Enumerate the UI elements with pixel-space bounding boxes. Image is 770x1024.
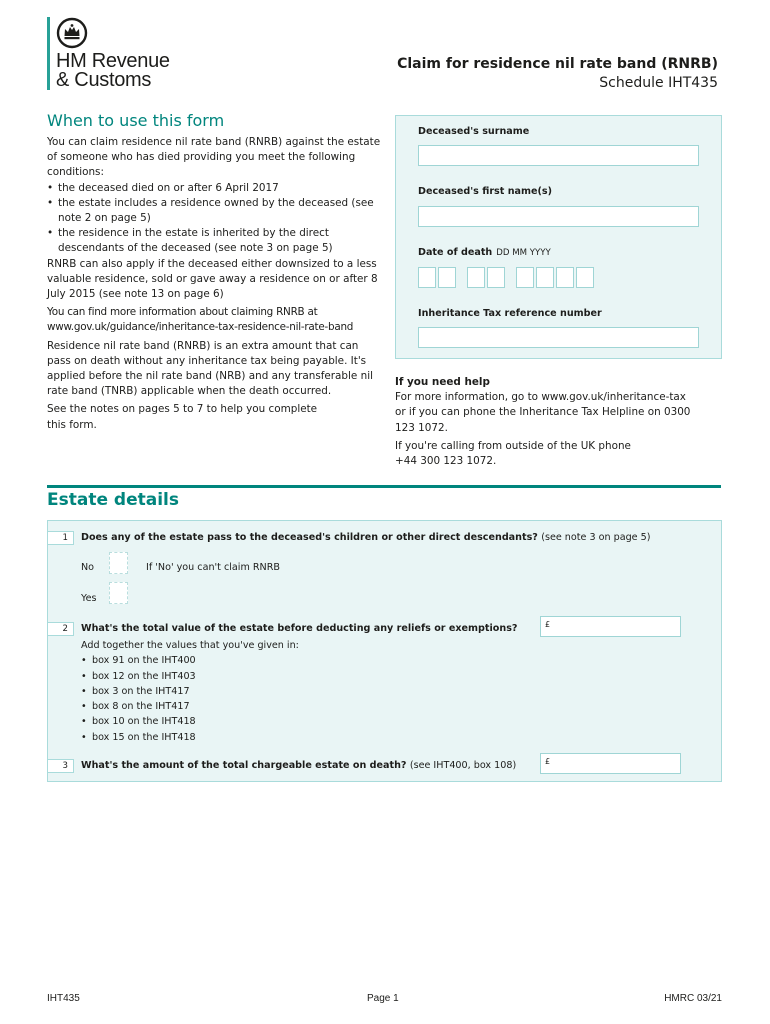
when-to-use-heading: When to use this form bbox=[47, 111, 225, 130]
q1-no-checkbox[interactable] bbox=[109, 552, 128, 574]
question-number-3: 3 bbox=[48, 759, 74, 773]
question-number-1: 1 bbox=[48, 531, 74, 545]
logo-line-2: & Customs bbox=[56, 69, 152, 91]
currency-symbol: £ bbox=[545, 620, 551, 629]
definition-text: Residence nil rate band (RNRB) is an extra amount that can pass on death without any inheritance tax being payable. It's applied before the nil rate band (NRB) and any transferable nil rate band (TNRB) applicable when the death occurred. bbox=[47, 339, 373, 398]
when-to-use-body bbox=[47, 135, 382, 436]
first-names-label: Deceased's first name(s) bbox=[418, 186, 552, 197]
box-reference-item: • box 91 on the IHT400 bbox=[81, 653, 299, 668]
question-number-2: 2 bbox=[48, 622, 74, 636]
form-title-block bbox=[397, 55, 718, 93]
question-2-text: What's the total value of the estate before deducting any reliefs or exemptions? bbox=[81, 623, 518, 634]
help-title: If you need help bbox=[395, 376, 490, 388]
footer-form-code: IHT435 bbox=[47, 993, 80, 1004]
box-reference-item: • box 8 on the IHT417 bbox=[81, 699, 299, 714]
box-reference-item: • box 12 on the IHT403 bbox=[81, 669, 299, 684]
currency-symbol: £ bbox=[545, 757, 551, 766]
surname-label: Deceased's surname bbox=[418, 126, 530, 137]
box-reference-item: • box 10 on the IHT418 bbox=[81, 714, 299, 729]
q1-no-label: No bbox=[81, 562, 95, 573]
more-info-text: You can find more information about claiming RNRB at www.gov.uk/guidance/inheritance-tax-residence-nil-rate-band bbox=[47, 306, 354, 334]
logo-accent-bar bbox=[47, 17, 50, 90]
condition-item: • the estate includes a residence owned by the deceased (see note 2 on page 5) bbox=[47, 196, 382, 226]
section-divider bbox=[47, 485, 721, 488]
hmrc-logo-text bbox=[56, 52, 170, 90]
royal-crest-icon bbox=[56, 17, 88, 49]
estate-details-panel bbox=[47, 520, 722, 782]
dod-month-digit-1[interactable] bbox=[467, 267, 485, 288]
q1-yes-checkbox[interactable] bbox=[109, 582, 128, 604]
question-2-box-list bbox=[81, 653, 299, 745]
chargeable-estate-input[interactable] bbox=[540, 753, 681, 774]
downsizing-text: RNRB can also apply if the deceased either downsized to a less valuable residence, sold or gave away a residence on or after 8 July 2015 (see note 13 on page 6) bbox=[47, 257, 378, 301]
dod-label-text: Date of death bbox=[418, 247, 493, 258]
q1-yes-label: Yes bbox=[81, 593, 97, 604]
box-reference-item: • box 3 on the IHT417 bbox=[81, 684, 299, 699]
iht-reference-label: Inheritance Tax reference number bbox=[418, 308, 602, 319]
intro-text: You can claim residence nil rate band (RNRB) against the estate of someone who has died providing you meet the following conditions: bbox=[47, 136, 381, 179]
footer-version: HMRC 03/21 bbox=[664, 993, 722, 1004]
question-2-guidance bbox=[81, 638, 299, 745]
question-1-label: Does any of the estate pass to the deceased's children or other direct descendants? bbox=[81, 532, 538, 543]
question-1-note: (see note 3 on page 5) bbox=[541, 532, 651, 543]
see-notes-text: See the notes on pages 5 to 7 to help you complete this form. bbox=[47, 403, 318, 431]
surname-input[interactable] bbox=[418, 145, 699, 166]
help-international-text: If you're calling from outside of the UK phone +44 300 123 1072. bbox=[395, 439, 631, 468]
conditions-list bbox=[47, 181, 382, 257]
footer-page-number: Page 1 bbox=[367, 993, 399, 1004]
question-3-text bbox=[81, 760, 516, 771]
dod-year-digit-4[interactable] bbox=[576, 267, 594, 288]
question-3-note: (see IHT400, box 108) bbox=[409, 760, 517, 771]
question-2-subtext: Add together the values that you've given in: bbox=[81, 640, 299, 651]
dod-year-digit-1[interactable] bbox=[516, 267, 534, 288]
form-title: Claim for residence nil rate band (RNRB) bbox=[397, 56, 718, 72]
dod-day-digit-1[interactable] bbox=[418, 267, 436, 288]
dod-day-digit-2[interactable] bbox=[438, 267, 456, 288]
help-section bbox=[395, 375, 730, 469]
iht-reference-input[interactable] bbox=[418, 327, 699, 348]
box-reference-item: • box 15 on the IHT418 bbox=[81, 730, 299, 745]
deceased-details-panel bbox=[395, 115, 722, 359]
q1-no-hint: If 'No' you can't claim RNRB bbox=[146, 562, 280, 573]
first-names-input[interactable] bbox=[418, 206, 699, 227]
dod-year-digit-2[interactable] bbox=[536, 267, 554, 288]
logo-line-1: HM Revenue bbox=[56, 50, 170, 72]
dod-month-digit-2[interactable] bbox=[487, 267, 505, 288]
form-subtitle: Schedule IHT435 bbox=[599, 75, 718, 91]
dod-format-hint: DD MM YYYY bbox=[496, 248, 551, 258]
question-3-label: What's the amount of the total chargeable estate on death? bbox=[81, 760, 407, 771]
help-text: For more information, go to www.gov.uk/inheritance-tax or if you can phone the Inheritance Tax Helpline on 0300 123 1072. bbox=[395, 391, 691, 434]
total-estate-value-input[interactable] bbox=[540, 616, 681, 637]
condition-item: • the deceased died on or after 6 April 2017 bbox=[47, 181, 382, 196]
question-1-text bbox=[81, 532, 650, 543]
condition-item: • the residence in the estate is inherited by the direct descendants of the deceased (see note 3 on page 5) bbox=[47, 226, 382, 256]
dod-year-digit-3[interactable] bbox=[556, 267, 574, 288]
estate-details-heading: Estate details bbox=[47, 490, 179, 510]
date-of-death-label bbox=[418, 247, 551, 258]
